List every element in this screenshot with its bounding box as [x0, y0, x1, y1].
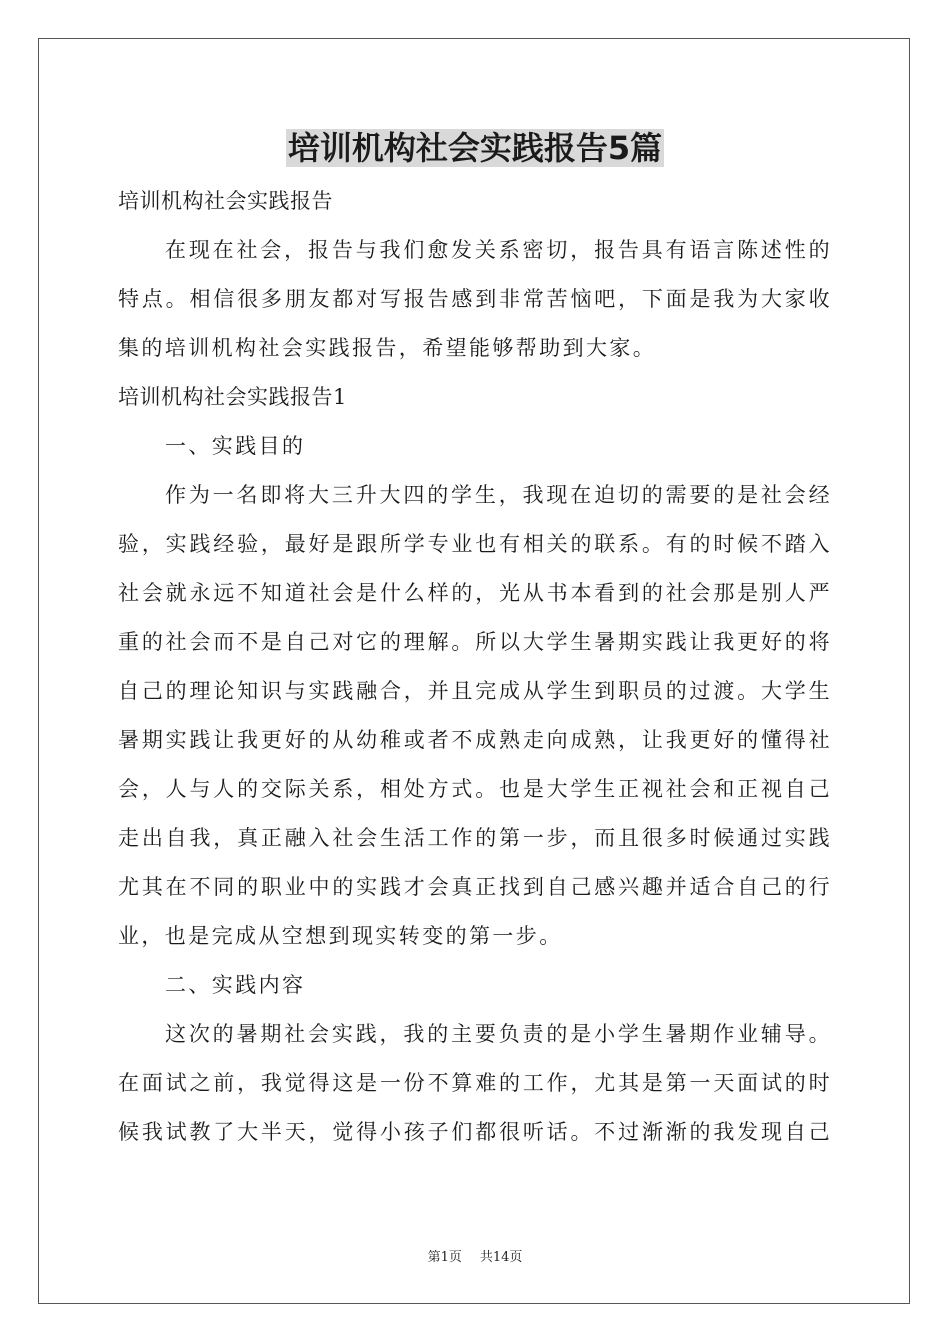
page-footer [0, 1246, 950, 1265]
paragraph-line: 在面试之前，我觉得这是一份不算难的工作，尤其是第一天面试的时 [118, 1071, 832, 1095]
document-title [0, 126, 950, 170]
paragraph-line: 重的社会而不是自己对它的理解。所以大学生暑期实践让我更好的将 [118, 630, 832, 654]
paragraph-line: 集的培训机构社会实践报告，希望能够帮助到大家。 [118, 336, 657, 360]
page-number: 第1页 [427, 1250, 462, 1265]
subsection-heading: 一、实践目的 [165, 434, 306, 458]
paragraph-line: 会，人与人的交际关系，相处方式。也是大学生正视社会和正视自己 [118, 777, 832, 801]
paragraph-line: 在现在社会，报告与我们愈发关系密切，报告具有语言陈述性的 [165, 238, 832, 262]
paragraph-line: 尤其在不同的职业中的实践才会真正找到自己感兴趣并适合自己的行 [118, 875, 832, 899]
paragraph-line: 这次的暑期社会实践，我的主要负责的是小学生暑期作业辅导。 [165, 1022, 832, 1046]
paragraph-line: 作为一名即将大三升大四的学生，我现在迫切的需要的是社会经 [165, 483, 832, 507]
paragraph-line: 暑期实践让我更好的从幼稚或者不成熟走向成熟，让我更好的懂得社 [118, 728, 832, 752]
paragraph-line: 走出自我，真正融入社会生活工作的第一步，而且很多时候通过实践 [118, 826, 832, 850]
paragraph-line: 业，也是完成从空想到现实转变的第一步。 [118, 924, 563, 948]
subsection-heading: 二、实践内容 [165, 973, 306, 997]
paragraph-line: 验，实践经验，最好是跟所学专业也有相关的联系。有的时候不踏入 [118, 532, 832, 556]
paragraph-line: 候我试教了大半天，觉得小孩子们都很听话。不过渐渐的我发现自己 [118, 1120, 832, 1144]
section-heading: 培训机构社会实践报告1 [118, 385, 347, 409]
document-body [118, 177, 832, 1157]
paragraph-line: 自己的理论知识与实践融合，并且完成从学生到职员的过渡。大学生 [118, 679, 832, 703]
paragraph-line: 社会就永远不知道社会是什么样的，光从书本看到的社会那是别人严 [118, 581, 832, 605]
page-total: 共14页 [479, 1250, 523, 1265]
paragraph-line: 特点。相信很多朋友都对写报告感到非常苦恼吧，下面是我为大家收 [118, 287, 832, 311]
section-heading: 培训机构社会实践报告 [118, 189, 333, 213]
document-title-text: 培训机构社会实践报告5篇 [287, 129, 663, 167]
